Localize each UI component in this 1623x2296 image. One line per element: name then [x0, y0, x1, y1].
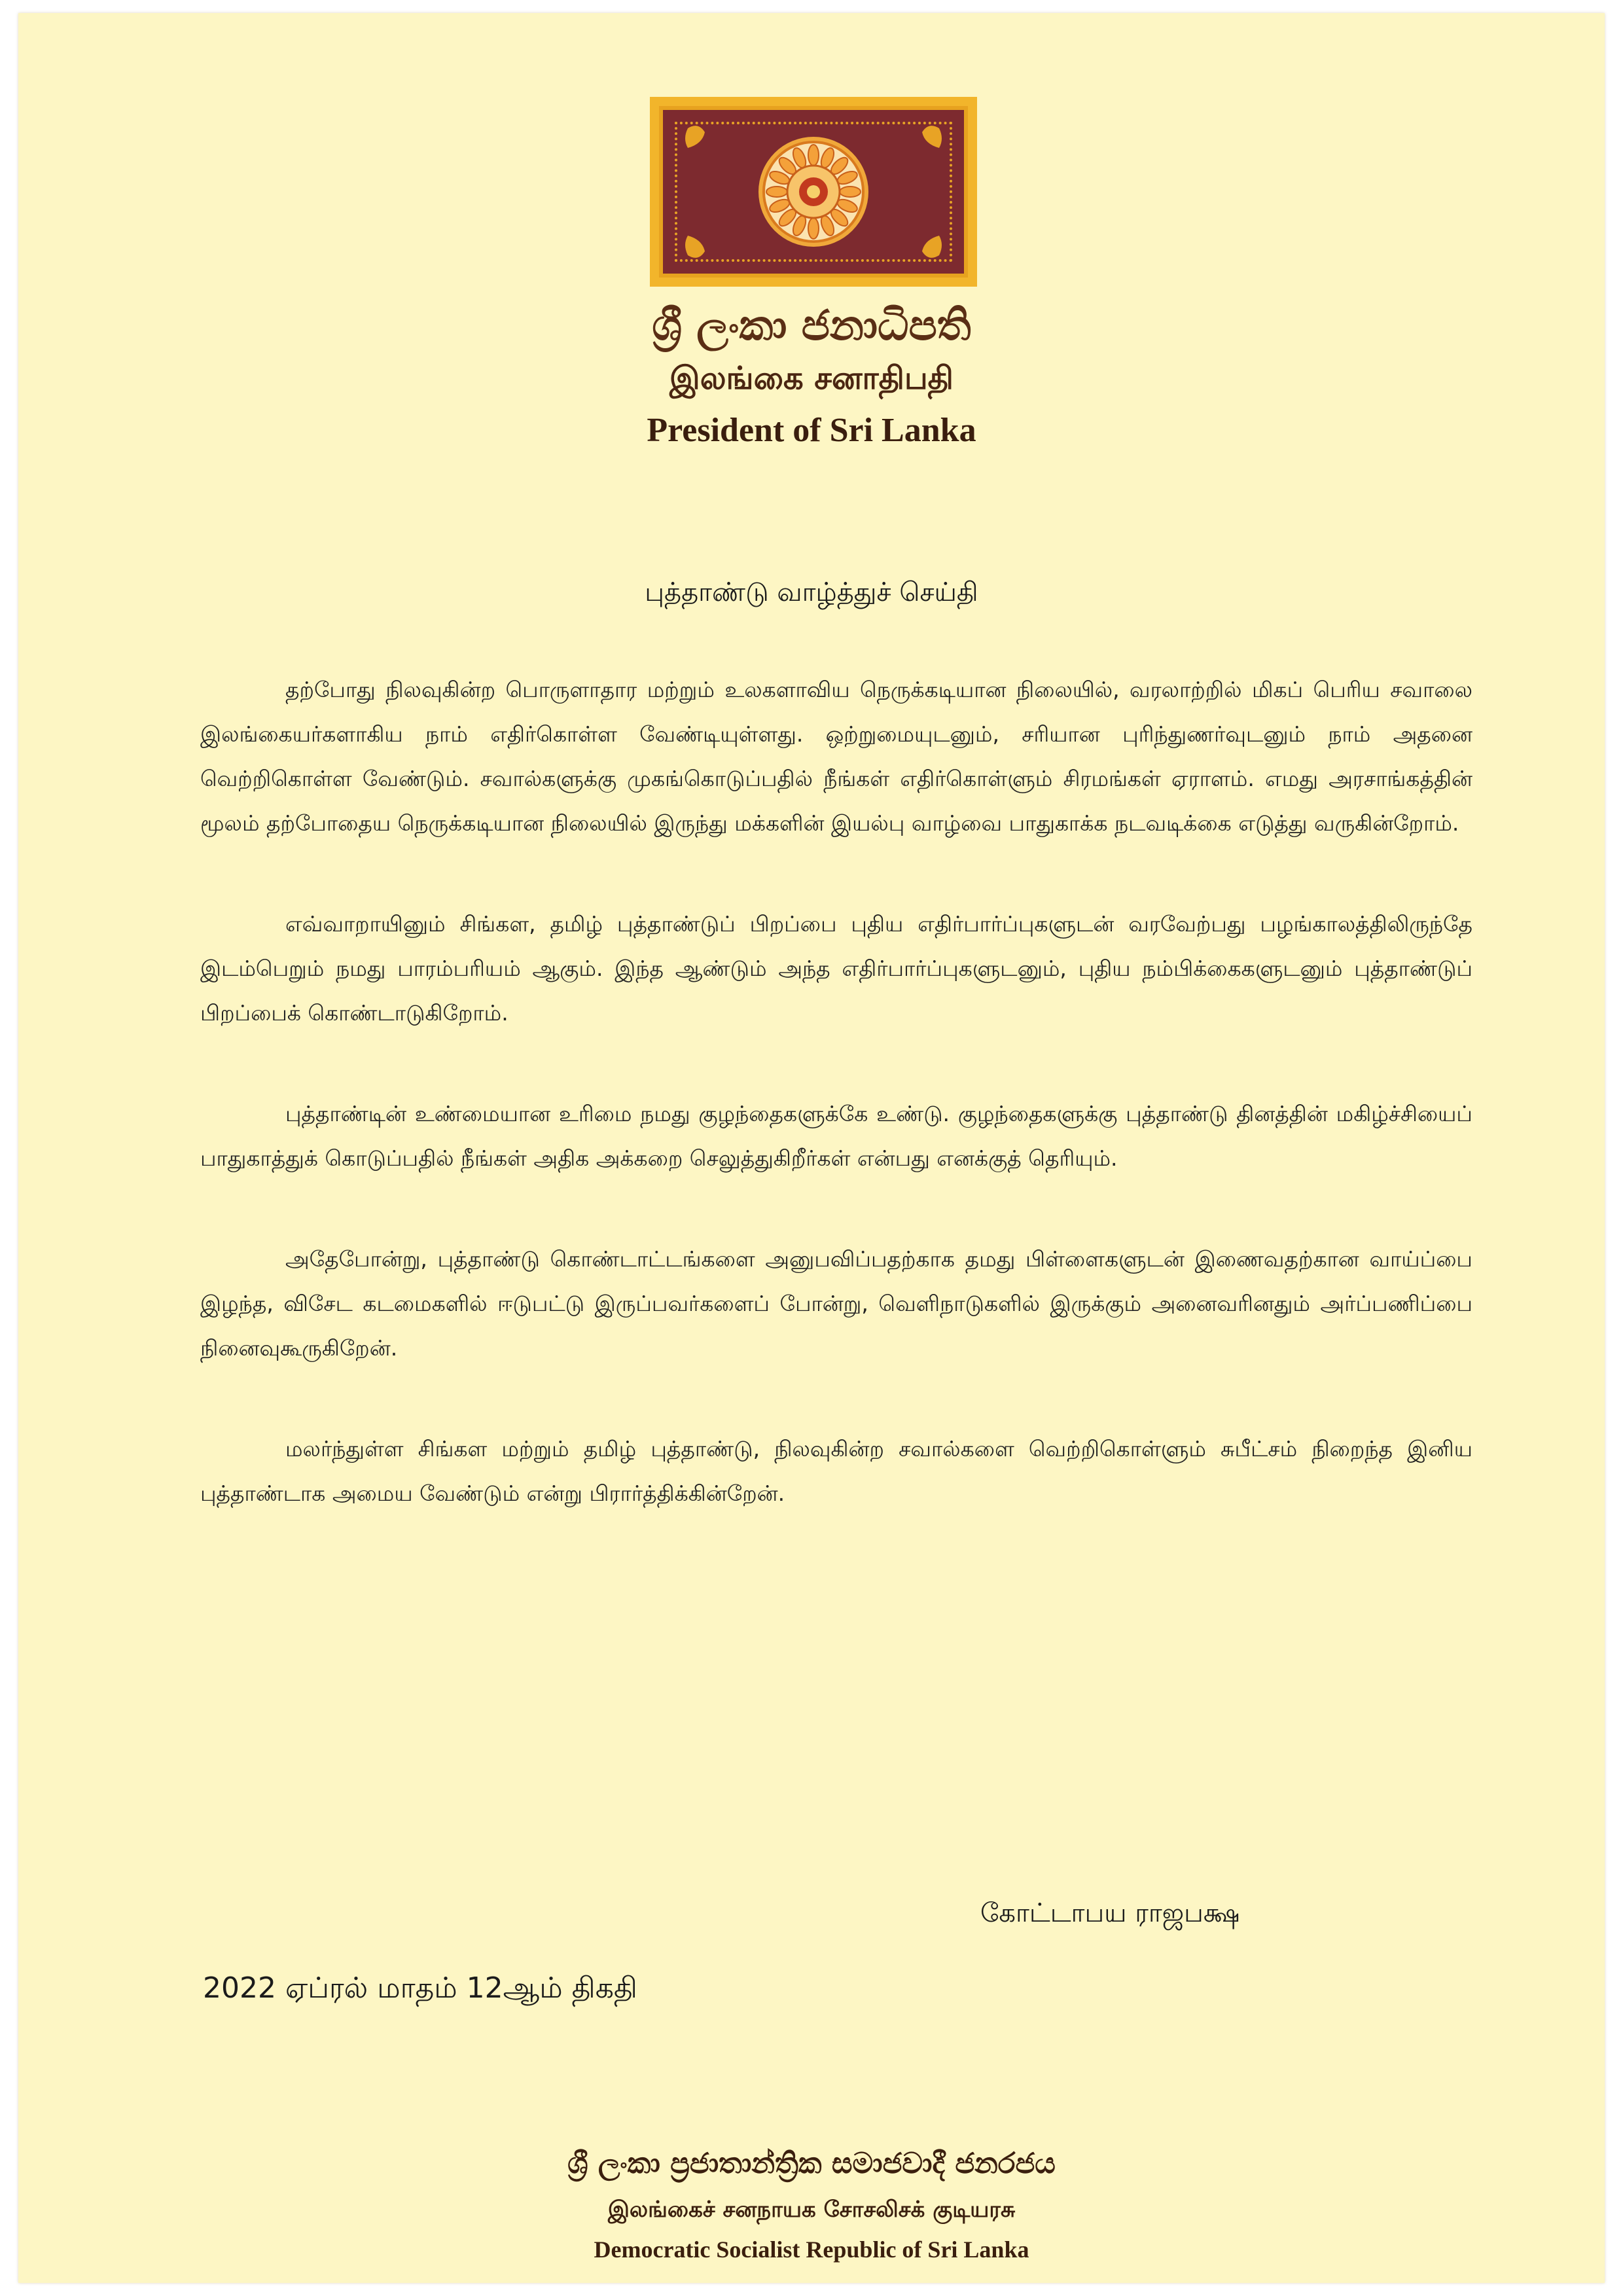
lotus-emblem-icon [650, 97, 977, 287]
paragraph: எவ்வாறாயினும் சிங்கள, தமிழ் புத்தாண்டுப் பிறப்பை புதிய எதிர்பார்ப்புகளுடன் வரவேற்பது பழங்காலத்திலிருந்தே இடம்பெறும் நமது பாரம்பரியம் ஆகும். இந்த ஆண்டும் அந்த எதிர்பார்ப்புகளுடனும், புதிய நம்பிக்கைகளுடனும் புத்தாண்டுப் பிறப்பைக் கொண்டாடுகிறோம். [200, 911, 1472, 1026]
footer-english: Democratic Socialist Republic of Sri Lanka [594, 2236, 1029, 2263]
paragraph: மலர்ந்துள்ள சிங்கள மற்றும் தமிழ் புத்தாண்டு, நிலவுகின்ற சவால்களை வெற்றிகொள்ளும் சுபீட்சம் நிறைந்த இனிய புத்தாண்டாக அமைய வேண்டும் என்று பிரார்த்திக்கின்றேன். [200, 1436, 1472, 1506]
presidential-flag-icon [650, 97, 977, 287]
header-sinhala-title: ශ්‍රී ලංකා ජනාධිපති [652, 301, 971, 350]
lotus-petal [808, 145, 819, 166]
lotus-petal [840, 187, 861, 197]
footer-sinhala: ශ්‍රී ලංකා ප්‍රජාතාන්ත්‍රික සමාජවාදී ජනරජය [567, 2147, 1056, 2180]
message-body [200, 668, 1472, 1572]
signature-name: கோட்டாபய ராஜபக்ஷ [980, 1898, 1240, 1928]
header-tamil-title: இலங்கை சனாதிபதி [669, 360, 954, 397]
lotus-petal [766, 187, 787, 197]
footer-tamil: இலங்கைச் சனநாயக சோசலிசக் குடியரசு [607, 2197, 1016, 2223]
paragraph: புத்தாண்டின் உண்மையான உரிமை நமது குழந்தைகளுக்கே உண்டு. குழந்தைகளுக்கு புத்தாண்டு தினத்தின் மகிழ்ச்சியைப் பாதுகாத்துக் கொடுப்பதில் நீங்கள் அதிக அக்கறை செலுத்துகிறீர்கள் என்பது எனக்குத் தெரியும். [200, 1101, 1472, 1171]
letter-page [18, 13, 1605, 2283]
message-date: 2022 ஏப்ரல் மாதம் 12ஆம் திகதி [203, 1971, 637, 2005]
paragraph: அதேபோன்று, புத்தாண்டு கொண்டாட்டங்களை அனுபவிப்பதற்காக தமது பிள்ளைகளுடன் இணைவதற்கான வாய்ப்பை இழந்த, விசேட கடமைகளில் ஈடுபட்டு இருப்பவர்களைப் போன்று, வெளிநாடுகளில் இருக்கும் அனைவரினதும் அர்ப்பணிப்பை நினைவுகூருகிறேன். [200, 1246, 1472, 1361]
paragraph: தற்போது நிலவுகின்ற பொருளாதார மற்றும் உலகளாவிய நெருக்கடியான நிலையில், வரலாற்றில் மிகப் பெரிய சவாலை இலங்கையர்களாகிய நாம் எதிர்கொள்ள வேண்டியுள்ளது. ஒற்றுமையுடனும், சரியான புரிந்துணர்வுடனும் நாம் அதனை வெற்றிகொள்ள வேண்டும். சவால்களுக்கு முகங்கொடுப்பதில் நீங்கள் எதிர்கொள்ளும் சிரமங்கள் ஏராளம். எமது அரசாங்கத்தின் மூலம் தற்போதைய நெருக்கடியான நிலையில் இருந்து மக்களின் இயல்பு வாழ்வை பாதுகாக்க நடவடிக்கை எடுத்து வருகின்றோம். [200, 677, 1472, 836]
lotus-petal [808, 218, 819, 239]
header-english-title: President of Sri Lanka [647, 412, 976, 449]
message-title: புத்தாண்டு வாழ்த்துச் செய்தி [645, 577, 978, 607]
